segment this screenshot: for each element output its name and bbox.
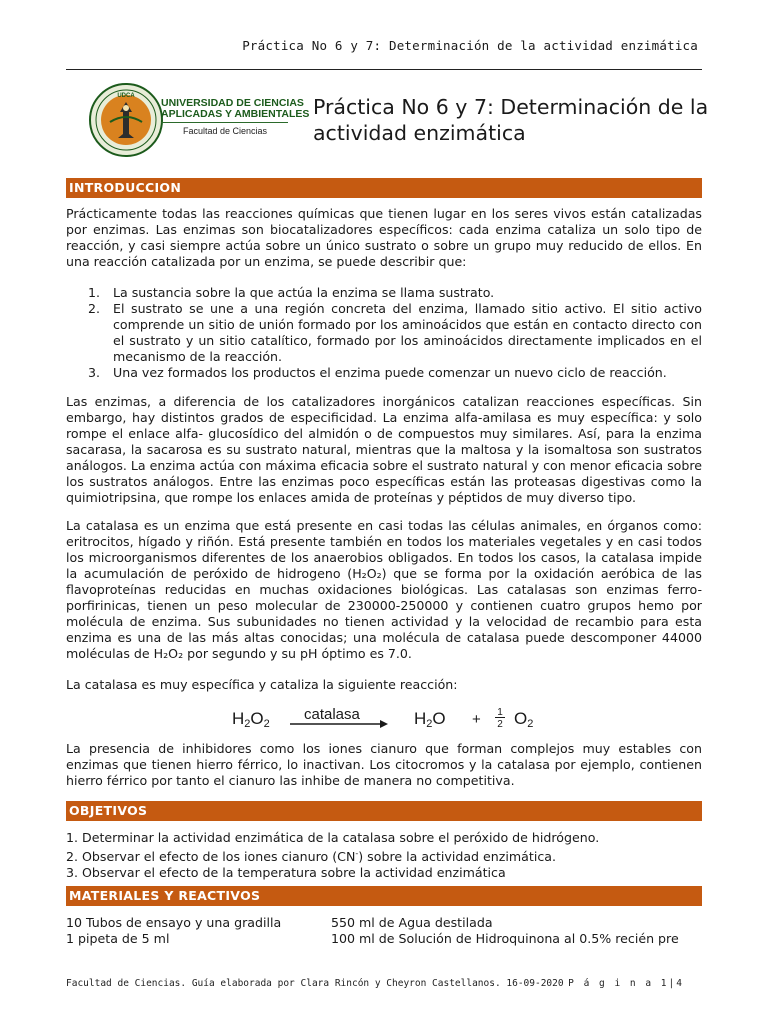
document-title-line1: Práctica No 6 y 7: Determinación de la	[313, 95, 709, 119]
inhibitors-paragraph: La presencia de inhibidores como los iones cianuro que forman complejos muy estables con enzimas que tienen hierro férrico, lo inactivan. Los citocromos y la catalasa por ejemplo, contienen hierro férrico por tanto el cianuro las inhibe de manera no competitiva.	[66, 741, 702, 788]
catalase-reaction-equation	[232, 704, 552, 732]
page-label: P á g i n a	[568, 978, 654, 989]
list-item-text: Una vez formados los productos el enzima puede comenzar un nuevo ciclo de reacción.	[113, 365, 667, 380]
product2-sub: 2	[527, 718, 534, 730]
university-name-line1: UNIVERSIDAD DE CIENCIAS	[161, 97, 304, 109]
material-item: 10 Tubos de ensayo y una gradilla	[66, 915, 282, 930]
section-heading-objectives: OBJETIVOS	[66, 801, 702, 821]
coefficient-numerator: 1	[497, 707, 503, 718]
objective-item	[66, 865, 702, 881]
reaction-intro-paragraph: La catalasa es muy específica y cataliza la siguiente reacción:	[66, 677, 458, 692]
intro-list	[88, 285, 702, 381]
page-separator: |	[668, 978, 677, 989]
page-current: 1	[660, 978, 669, 989]
catalase-paragraph: La catalasa es un enzima que está presente en casi todas las células animales, en órganos como: eritrocitos, hígado y riñón. Está presente también en todos los materiales vegetales y en casi todos los microorganismos diferentes de los anaerobios obligados. En todos los casos, la catalasa impide la acumulación de peróxido de hidrogeno (H₂O₂) que se forma por la oxidación aeróbica de las flavoproteínas reducidas en muchas oxidaciones biológicas. Las catalasas son enzimas ferro-porfirinicas, tienen un peso molecular de 230000-250000 y contienen cuatro grupos hemo por molécula de enzima. Sus subunidades no tienen actividad y la velocidad de recambio para esta enzima es una de las más altas conocidas; una molécula de catalasa puede descomponer 44000 moléculas de H₂O₂ por segundo y su pH óptimo es 7.0.	[66, 518, 702, 661]
objective-item	[66, 830, 702, 846]
material-item: 550 ml de Agua destilada	[331, 915, 493, 930]
product1-h: H	[414, 709, 427, 728]
material-item: 100 ml de Solución de Hidroquinona al 0.5% recién pre	[331, 931, 679, 946]
reactant-sub2: 2	[263, 718, 270, 730]
list-item-number: 1.	[88, 285, 101, 300]
material-item: 1 pipeta de 5 ml	[66, 931, 170, 946]
reactant-h: H	[232, 709, 245, 728]
list-item-number: 3.	[88, 365, 101, 380]
page-number	[568, 978, 684, 989]
objective-text: 2. Observar el efecto de los iones cianuro (CN	[66, 849, 356, 865]
logo-divider	[161, 122, 288, 123]
objective-text: 3. Observar el efecto de la temperatura sobre la actividad enzimática	[66, 865, 506, 881]
page-total: 4	[676, 978, 684, 989]
list-item-number: 2.	[88, 301, 101, 316]
section-heading-intro: INTRODUCCION	[66, 178, 702, 198]
reactant-sub1: 2	[244, 718, 251, 730]
product1-o: O	[432, 709, 446, 728]
objective-text-end: ) sobre la actividad enzimática.	[358, 849, 556, 865]
objective-item	[66, 846, 702, 865]
product2-o: O	[514, 709, 528, 728]
section-heading-materials: MATERIALES Y REACTIVOS	[66, 886, 702, 906]
reactant-o: O	[250, 709, 264, 728]
materials-column-left	[66, 915, 331, 947]
university-name	[161, 98, 309, 120]
list-item	[88, 365, 702, 381]
objective-superscript: -	[355, 849, 359, 858]
objectives-list	[66, 830, 702, 881]
product1-sub: 2	[426, 718, 433, 730]
document-title-line2: actividad enzimática	[313, 121, 526, 145]
seal-text: UDCA	[117, 93, 135, 99]
svg-text:H2O	[414, 709, 446, 730]
university-logo	[88, 82, 310, 160]
specificity-paragraph: Las enzimas, a diferencia de los catalizadores inorgánicos catalizan reacciones específicas. Sin embargo, hay distintos grados de especificidad. La enzima alfa-amilasa es muy específica: y solo rompe el enlace alfa- glucosídico del almidón o de compuestos muy similares. Así, para la enzima sacarasa, la sacarosa es su sustrato natural, mientras que la maltosa y la isomaltosa son sustratos análogos. La enzima actúa con máxima eficacia sobre el sustrato natural y con menor eficacia sobre los sustratos análogos. Entre las enzimas poco específicas están las proteasas digestivas como la quimiotripsina, que rompe los enlaces amida de proteínas y péptidos de muy diverso tipo.	[66, 394, 702, 505]
plus-sign: +	[472, 711, 481, 728]
arrow-head-icon	[380, 720, 388, 728]
materials-column-right	[331, 915, 711, 947]
university-name-line2: APLICADAS Y AMBIENTALES	[161, 108, 310, 120]
header-rule	[66, 69, 702, 70]
university-seal-icon	[88, 82, 164, 158]
list-item	[88, 301, 702, 365]
footer-credits: Facultad de Ciencias. Guía elaborada por Clara Rincón y Cheyron Castellanos. 16-09-2020	[66, 978, 564, 989]
list-item-text: El sustrato se une a una región concreta del enzima, llamado sitio activo. El sitio activo comprende un sitio de unión formado por los aminoácidos que están en contacto directo con el sustrato y un sitio catalítico, formado por los aminoácidos directamente implicados en el mecanismo de la reacción.	[113, 301, 702, 364]
svg-text:H2O2	[232, 709, 270, 730]
intro-paragraph: Prácticamente todas las reacciones químicas que tienen lugar en los seres vivos están catalizadas por enzimas. Las enzimas son biocatalizadores específicos: cada enzima cataliza un solo tipo de reacción, y casi siempre actúa sobre un único sustrato o sobre un grupo muy reducido de ellos. En una reacción catalizada por un enzima, se puede describir que:	[66, 206, 702, 269]
running-header: Práctica No 6 y 7: Determinación de la actividad enzimática	[242, 38, 698, 53]
catalyst-label: catalasa	[304, 706, 360, 723]
coefficient-denominator: 2	[497, 719, 503, 730]
svg-text:O2	[514, 709, 533, 730]
faculty-name: Facultad de Ciencias	[183, 126, 268, 136]
list-item-text: La sustancia sobre la que actúa la enzima se llama sustrato.	[113, 285, 495, 300]
document-title	[313, 94, 713, 146]
list-item	[88, 285, 702, 301]
objective-text: 1. Determinar la actividad enzimática de la catalasa sobre el peróxido de hidrógeno.	[66, 830, 600, 845]
